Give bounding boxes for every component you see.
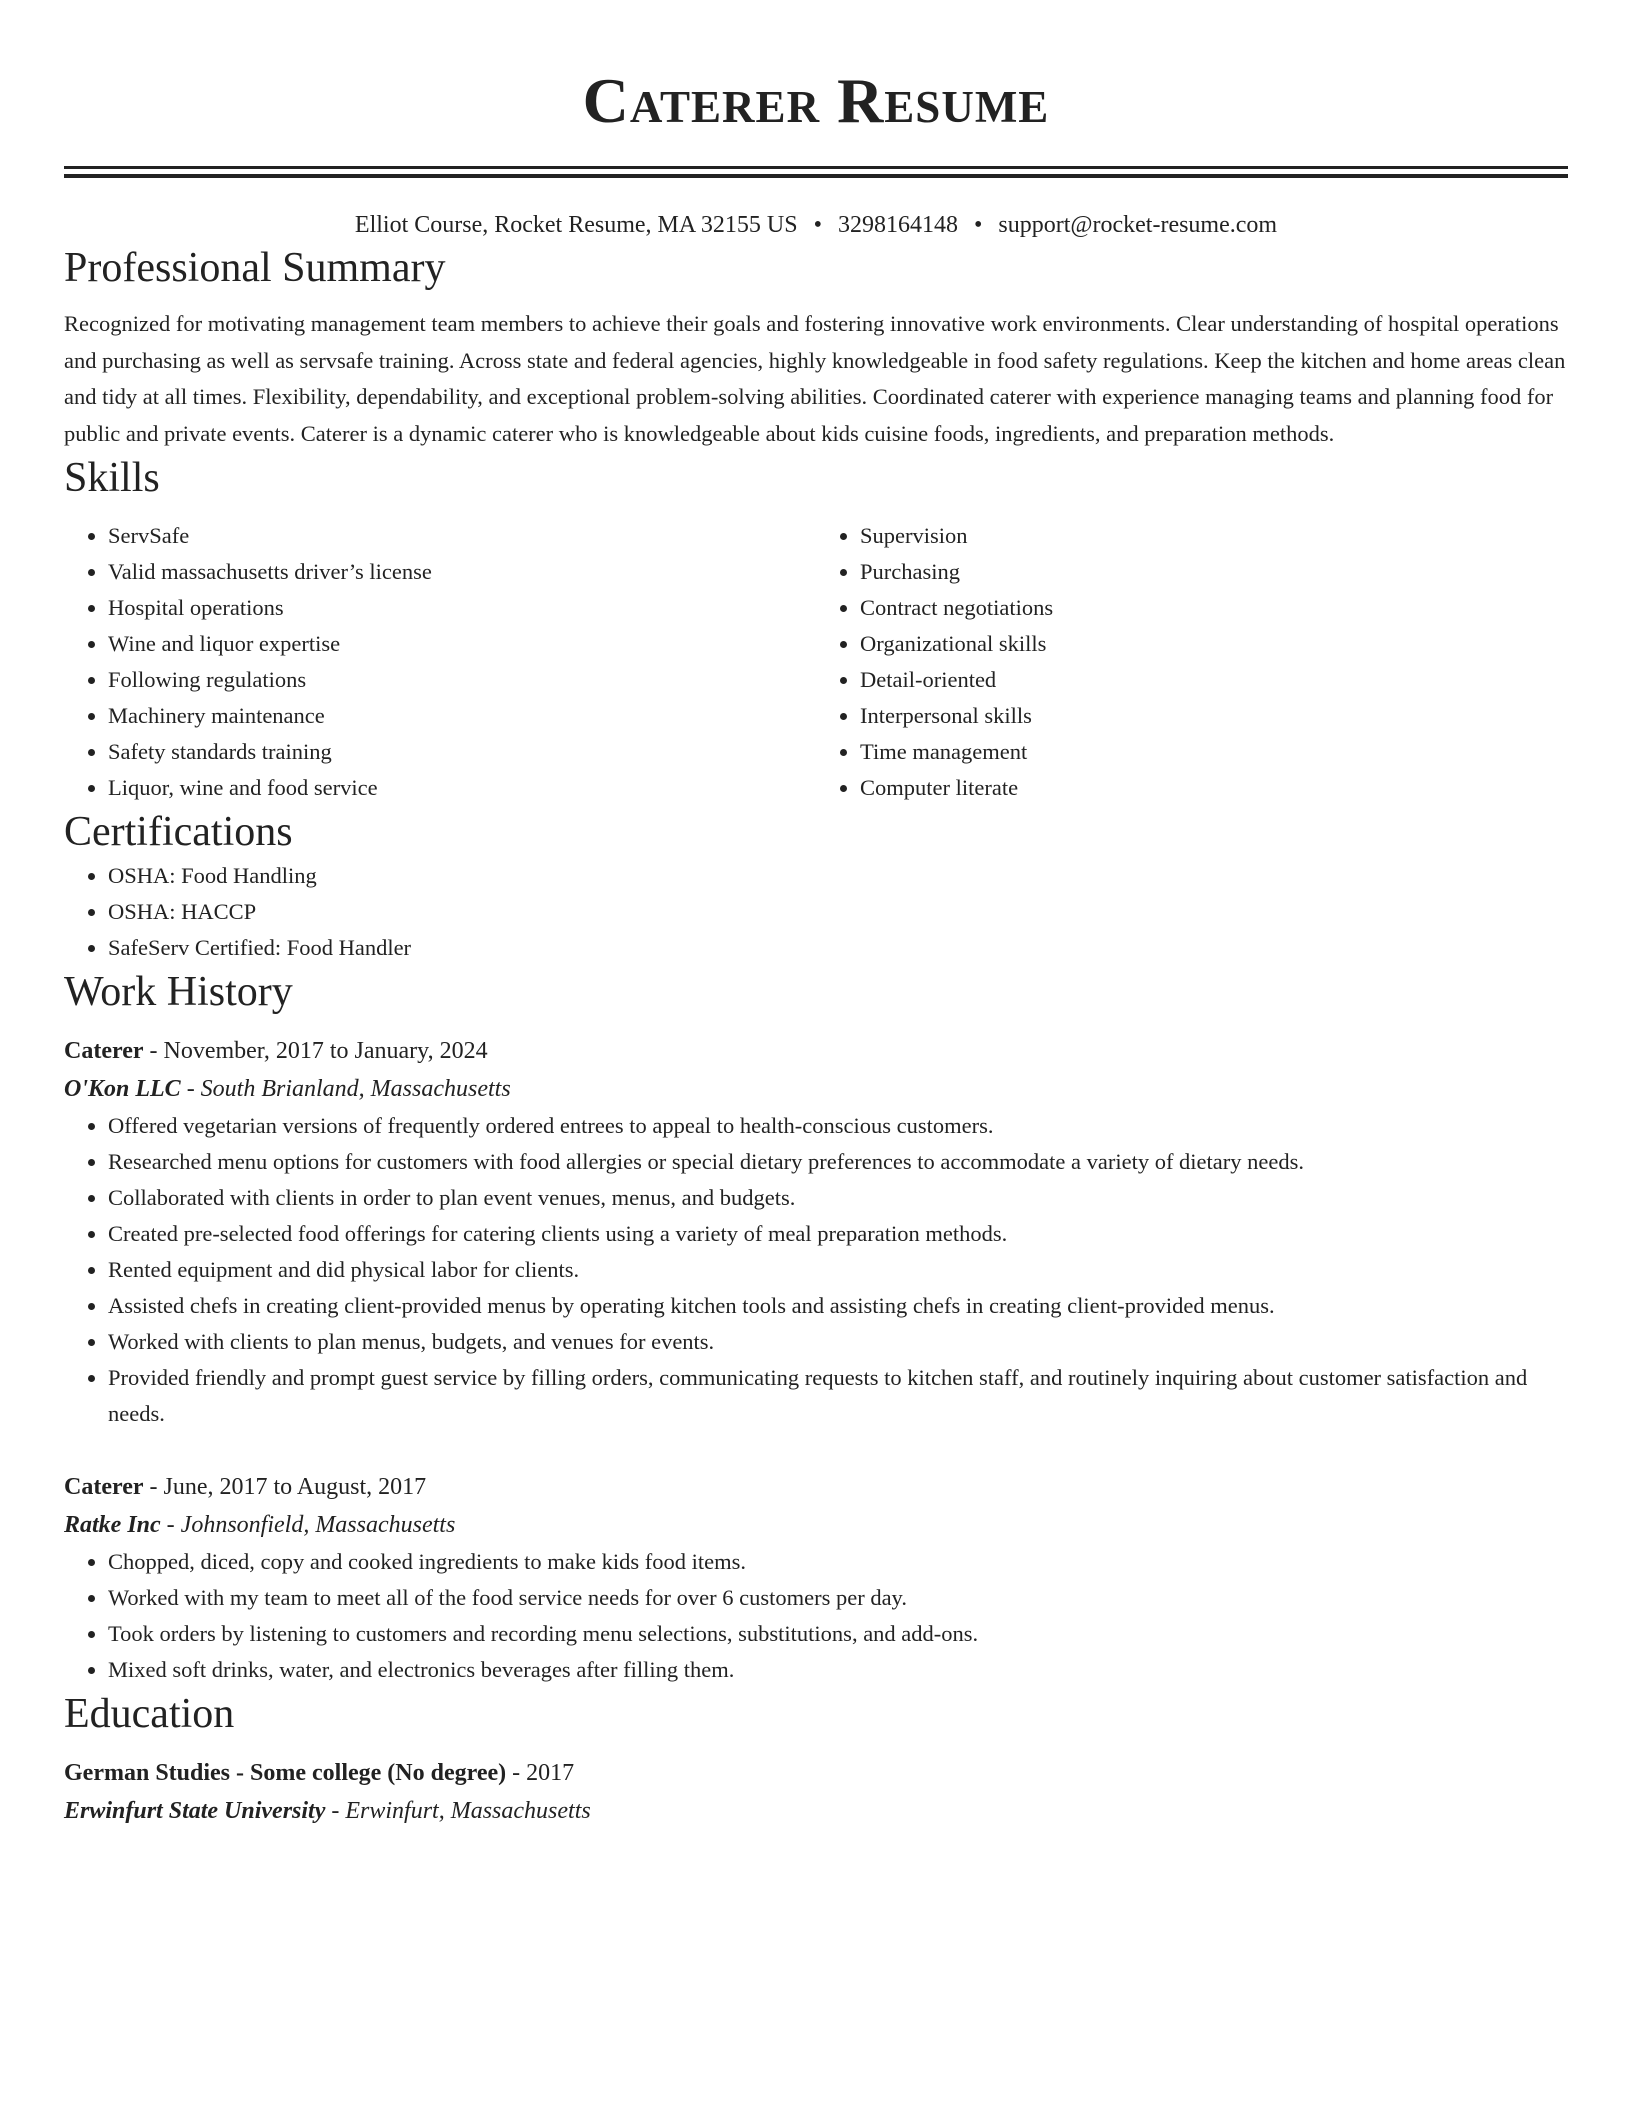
skill-item: • Liquor, wine and food service: [108, 770, 816, 806]
job-dates: - June, 2017 to August, 2017: [143, 1474, 427, 1500]
skill-item: • Machinery maintenance: [108, 698, 816, 734]
skill-item: • Supervision: [860, 518, 1568, 554]
job-bullet: • Offered vegetarian versions of frequently ordered entrees to appeal to health-conscious customers.: [108, 1108, 1568, 1144]
work-history-heading: Work History: [64, 969, 293, 1015]
education-school: Erwinfurt State University: [64, 1798, 326, 1824]
skills-left-list: [64, 518, 816, 806]
skills-columns: [64, 518, 1568, 806]
title-divider: [64, 166, 1568, 178]
job-title: Caterer: [64, 1038, 144, 1064]
job-dates: - November, 2017 to January, 2024: [143, 1038, 488, 1064]
job-company: Ratke Inc: [64, 1512, 161, 1538]
skill-item: • Hospital operations: [108, 590, 816, 626]
contact-separator: •: [973, 212, 983, 238]
education-school-line: [64, 1792, 1568, 1830]
job-bullet: • Took orders by listening to customers and recording menu selections, substitutions, and add-ons.: [108, 1616, 1568, 1652]
job-bullet: • Chopped, diced, copy and cooked ingredients to make kids food items.: [108, 1544, 1568, 1580]
skill-item: • ServSafe: [108, 518, 816, 554]
job-title-line: [64, 1032, 1568, 1070]
certification-item: • OSHA: Food Handling: [108, 858, 1568, 894]
job-entry: [64, 1468, 1568, 1688]
job-company: O'Kon LLC: [64, 1076, 181, 1102]
certification-item: • OSHA: HACCP: [108, 894, 1568, 930]
skill-item: • Contract negotiations: [860, 590, 1568, 626]
job-bullet: • Created pre-selected food offerings for catering clients using a variety of meal preparation methods.: [108, 1216, 1568, 1252]
skill-item: • Time management: [860, 734, 1568, 770]
job-bullets: [64, 1544, 1568, 1688]
job-company-line: [64, 1070, 1568, 1108]
skill-item: • Computer literate: [860, 770, 1568, 806]
skills-heading: Skills: [64, 455, 160, 501]
education-degree-line: [64, 1754, 1568, 1792]
skill-item: • Following regulations: [108, 662, 816, 698]
contact-separator: •: [813, 212, 822, 238]
resume-title: Caterer Resume: [582, 65, 1050, 136]
certifications-heading: Certifications: [64, 809, 293, 855]
job-location: - Johnsonfield, Massachusetts: [160, 1512, 456, 1538]
job-entry: [64, 1032, 1568, 1432]
contact-address: Elliot Course, Rocket Resume, MA 32155 US: [354, 212, 798, 238]
job-title-line: [64, 1468, 1568, 1506]
skill-item: • Interpersonal skills: [860, 698, 1568, 734]
summary-heading: Professional Summary: [64, 245, 446, 291]
job-bullet: • Collaborated with clients in order to plan event venues, menus, and budgets.: [108, 1180, 1568, 1216]
job-title: Caterer: [64, 1474, 144, 1500]
skill-item: • Valid massachusetts driver’s license: [108, 554, 816, 590]
education-location: - Erwinfurt, Massachusetts: [325, 1798, 591, 1824]
education-year: - 2017: [506, 1760, 575, 1786]
resume-page: [64, 0, 1568, 1830]
job-bullet: • Researched menu options for customers with food allergies or special dietary preferences to accommodate a variety of dietary needs.: [108, 1144, 1568, 1180]
job-company-line: [64, 1506, 1568, 1544]
job-bullet: • Mixed soft drinks, water, and electronics beverages after filling them.: [108, 1652, 1568, 1688]
contact-phone: 3298164148: [837, 212, 958, 238]
job-bullets: [64, 1108, 1568, 1432]
education-heading: Education: [64, 1691, 235, 1737]
skill-item: • Safety standards training: [108, 734, 816, 770]
certifications-list: [64, 858, 1568, 966]
summary-text: Recognized for motivating management team members to achieve their goals and fostering innovative work environments. Clear understanding of hospital operations and purchasing as well as servsafe training. Across state and federal agencies, highly knowledgeable in food safety regulations. Keep the kitchen and home areas clean and tidy at all times. Flexibility, dependability, and exceptional problem-solving abilities. Coordinated caterer with experience managing teams and planning food for public and private events. Caterer is a dynamic caterer who is knowledgeable about kids cuisine foods, ingredients, and preparation methods.: [64, 311, 1566, 446]
skill-item: • Purchasing: [860, 554, 1568, 590]
job-bullet: • Provided friendly and prompt guest service by filling orders, communicating requests to kitchen staff, and routinely inquiring about customer satisfaction and needs.: [108, 1360, 1568, 1432]
job-bullet: • Worked with clients to plan menus, budgets, and venues for events.: [108, 1324, 1568, 1360]
skill-item: • Detail-oriented: [860, 662, 1568, 698]
skill-item: • Wine and liquor expertise: [108, 626, 816, 662]
contact-email: support@rocket-resume.com: [998, 212, 1278, 238]
skills-right-list: [816, 518, 1568, 806]
contact-line: [64, 208, 1568, 242]
certification-item: • SafeServ Certified: Food Handler: [108, 930, 1568, 966]
job-bullet: • Assisted chefs in creating client-provided menus by operating kitchen tools and assisting chefs in creating client-provided menus.: [108, 1288, 1568, 1324]
skill-item: • Organizational skills: [860, 626, 1568, 662]
education-degree: German Studies - Some college (No degree): [64, 1760, 507, 1786]
job-bullet: • Worked with my team to meet all of the food service needs for over 6 customers per day.: [108, 1580, 1568, 1616]
job-bullet: • Rented equipment and did physical labor for clients.: [108, 1252, 1568, 1288]
job-location: - South Brianland, Massachusetts: [180, 1076, 511, 1102]
